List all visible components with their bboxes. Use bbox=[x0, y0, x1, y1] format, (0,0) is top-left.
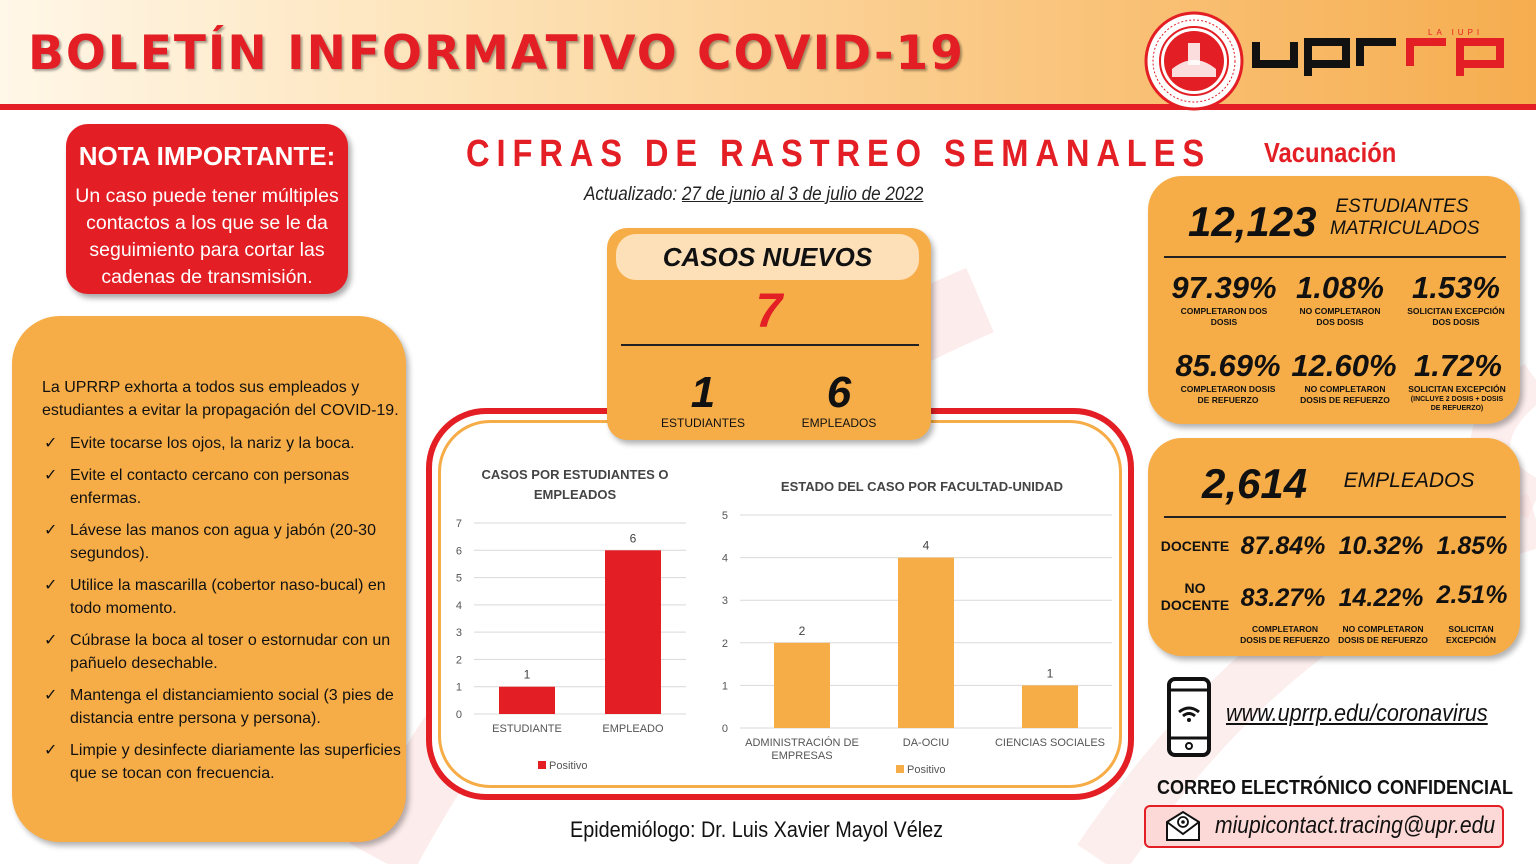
bar bbox=[605, 550, 661, 714]
advice-item: ✓ Evite el contacto cercano con personas enfermas. bbox=[42, 464, 402, 510]
updated-line: Actualizado: 27 de junio al 3 de julio de 2022 bbox=[584, 184, 924, 205]
y-tick-label: 2 bbox=[455, 654, 462, 667]
employees-count-total: 2,614 bbox=[1202, 460, 1308, 507]
no-docente-label: NO DOCENTE bbox=[1160, 580, 1230, 613]
legend-swatch bbox=[538, 761, 546, 769]
advice-item: ✓ Limpie y desinfecte diariamente las superficies que se tocan con frecuencia. bbox=[42, 739, 402, 785]
prevention-advice-card bbox=[12, 316, 406, 842]
advice-list bbox=[42, 432, 402, 794]
pct-label: SOLICITAN EXCEPCIÓN bbox=[1408, 384, 1506, 394]
pct-label: COMPLETARON DOS DOSIS bbox=[1180, 306, 1268, 327]
y-tick-label: 7 bbox=[455, 518, 462, 530]
chart1-title: CASOS POR ESTUDIANTES O EMPLEADOS bbox=[481, 467, 669, 502]
pct-value: 85.69% bbox=[1175, 348, 1281, 383]
epidemiologist-credit: Epidemiólogo: Dr. Luis Xavier Mayol Vélez bbox=[570, 817, 944, 842]
data-label: 1 bbox=[523, 667, 531, 682]
bar bbox=[898, 558, 954, 728]
phone-wifi-icon bbox=[1166, 676, 1212, 758]
advice-item: ✓ Mantenga el distanciamiento social (3 pies de distancia entre persona y persona). bbox=[42, 684, 402, 730]
pct-value: 2.51% bbox=[1436, 581, 1508, 609]
employees-label: EMPLEADOS bbox=[801, 416, 877, 430]
section-title: CIFRAS DE RASTREO SEMANALES bbox=[466, 133, 1212, 175]
pct-value: 1.08% bbox=[1296, 270, 1384, 305]
col-label: SOLICITAN EXCEPCIÓN bbox=[1445, 624, 1497, 645]
check-icon: ✓ bbox=[44, 687, 58, 704]
pct-value: 1.85% bbox=[1436, 532, 1508, 560]
data-label: 2 bbox=[798, 623, 806, 638]
y-tick-label: 1 bbox=[721, 680, 728, 693]
pct-label: SOLICITAN EXCEPCIÓN DOS DOSIS bbox=[1407, 306, 1505, 327]
employees-total-label: EMPLEADOS bbox=[1343, 469, 1475, 492]
y-tick-label: 2 bbox=[721, 637, 728, 650]
pct-label: NO COMPLETARON DOS DOSIS bbox=[1299, 306, 1381, 327]
students-count: 1 bbox=[690, 368, 716, 417]
uprrp-logo bbox=[1250, 24, 1530, 82]
employees-vaccination-card bbox=[1148, 438, 1520, 656]
check-icon: ✓ bbox=[44, 467, 58, 484]
advice-item: ✓ Cúbrase la boca al toser o estornudar con un pañuelo desechable. bbox=[42, 629, 402, 675]
header-rule bbox=[0, 104, 1536, 110]
x-tick-label: ADMINISTRACIÓN DE EMPRESAS bbox=[745, 737, 859, 762]
note-title: NOTA IMPORTANTE: bbox=[78, 141, 336, 171]
data-label: 4 bbox=[922, 538, 930, 553]
legend-swatch bbox=[896, 765, 904, 773]
check-icon: ✓ bbox=[44, 577, 58, 594]
advice-intro: La UPRRP exhorta a todos sus empleados y estudiantes a evitar la propagación del COVID-19. bbox=[42, 379, 399, 419]
data-label: 6 bbox=[629, 531, 637, 546]
chart1-legend: Positivo bbox=[538, 760, 588, 772]
x-tick-label: DA-OCIU bbox=[902, 737, 950, 749]
docente-label: DOCENTE bbox=[1160, 538, 1230, 554]
pct-value: 1.53% bbox=[1412, 270, 1500, 305]
check-icon: ✓ bbox=[44, 742, 58, 759]
email-address-link[interactable]: miupicontact.tracing@upr.edu bbox=[1215, 812, 1496, 839]
y-tick-label: 0 bbox=[721, 723, 728, 735]
students-enrolled-count: 12,123 bbox=[1188, 198, 1317, 245]
bar bbox=[499, 687, 555, 714]
x-tick-label: ESTUDIANTE bbox=[492, 723, 562, 735]
y-tick-label: 6 bbox=[455, 545, 462, 558]
students-label: ESTUDIANTES bbox=[660, 416, 745, 430]
pct-value: 12.60% bbox=[1291, 348, 1397, 383]
advice-item: ✓ Utilice la mascarilla (cobertor naso-bucal) en todo momento. bbox=[42, 574, 402, 620]
new-cases-card bbox=[607, 228, 931, 440]
y-tick-label: 0 bbox=[455, 709, 462, 721]
pct-value: 87.84% bbox=[1240, 532, 1326, 560]
y-tick-label: 3 bbox=[721, 595, 728, 608]
pct-value: 14.22% bbox=[1338, 584, 1424, 612]
check-icon: ✓ bbox=[44, 632, 58, 649]
chart-faculty-unit bbox=[712, 504, 1116, 766]
bar bbox=[774, 643, 830, 728]
pct-value: 83.27% bbox=[1240, 584, 1326, 612]
advice-item: ✓ Lávese las manos con agua y jabón (20-30 segundos). bbox=[42, 519, 402, 565]
pct-label: NO COMPLETARON DOSIS DE REFUERZO bbox=[1300, 384, 1390, 405]
students-enrolled-label: ESTUDIANTES MATRICULADOS bbox=[1330, 196, 1480, 239]
y-tick-label: 5 bbox=[455, 572, 462, 585]
x-tick-label: EMPLEADO bbox=[602, 723, 664, 735]
pct-value: 1.72% bbox=[1414, 348, 1502, 383]
page-title: BOLETÍN INFORMATIVO COVID-19 bbox=[28, 26, 965, 81]
y-tick-label: 3 bbox=[455, 627, 462, 640]
vaccination-title: Vacunación bbox=[1264, 137, 1397, 168]
chart2-legend: Positivo bbox=[896, 764, 946, 776]
email-title: CORREO ELECTRÓNICO CONFIDENCIAL bbox=[1157, 777, 1514, 799]
pct-value: 97.39% bbox=[1171, 270, 1277, 305]
chart-students-employees bbox=[440, 510, 700, 740]
updated-range: 27 de junio al 3 de julio de 2022 bbox=[681, 184, 924, 205]
cases-title: CASOS NUEVOS bbox=[616, 234, 919, 280]
pct-label: COMPLETARON DOSIS DE REFUERZO bbox=[1180, 384, 1276, 405]
x-tick-label: CIENCIAS SOCIALES bbox=[994, 737, 1106, 749]
check-icon: ✓ bbox=[44, 522, 58, 539]
employees-count: 6 bbox=[826, 368, 852, 417]
advice-item: ✓ Evite tocarse los ojos, la nariz y la boca. bbox=[42, 432, 402, 455]
check-icon: ✓ bbox=[44, 435, 58, 452]
university-seal-icon bbox=[1144, 11, 1244, 111]
y-tick-label: 4 bbox=[721, 552, 728, 565]
y-tick-label: 4 bbox=[455, 599, 462, 612]
col-label: COMPLETARON DOSIS DE REFUERZO bbox=[1240, 624, 1330, 645]
pct-note: (INCLUYE 2 DOSIS + DOSIS DE REFUERZO) bbox=[1410, 396, 1504, 412]
important-note-card bbox=[66, 124, 348, 294]
col-label: NO COMPLETARON DOSIS DE REFUERZO bbox=[1338, 624, 1428, 645]
y-tick-label: 5 bbox=[721, 510, 728, 522]
logo-tagline: LA IUPI bbox=[1428, 28, 1484, 37]
cases-total: 7 bbox=[755, 285, 783, 338]
email-envelope-icon bbox=[1164, 810, 1202, 842]
bar bbox=[1022, 685, 1078, 728]
chart2-title: ESTADO DEL CASO POR FACULTAD-UNIDAD bbox=[780, 479, 1064, 494]
note-body: Un caso puede tener múltiples contactos a los que se le da seguimiento para cortar las cadenas de transmisión. bbox=[75, 185, 339, 288]
pct-value: 10.32% bbox=[1338, 532, 1424, 560]
students-vaccination-card bbox=[1148, 176, 1520, 424]
data-label: 1 bbox=[1046, 666, 1054, 681]
website-link[interactable]: www.uprrp.edu/coronavirus bbox=[1226, 700, 1488, 727]
y-tick-label: 1 bbox=[455, 681, 462, 694]
